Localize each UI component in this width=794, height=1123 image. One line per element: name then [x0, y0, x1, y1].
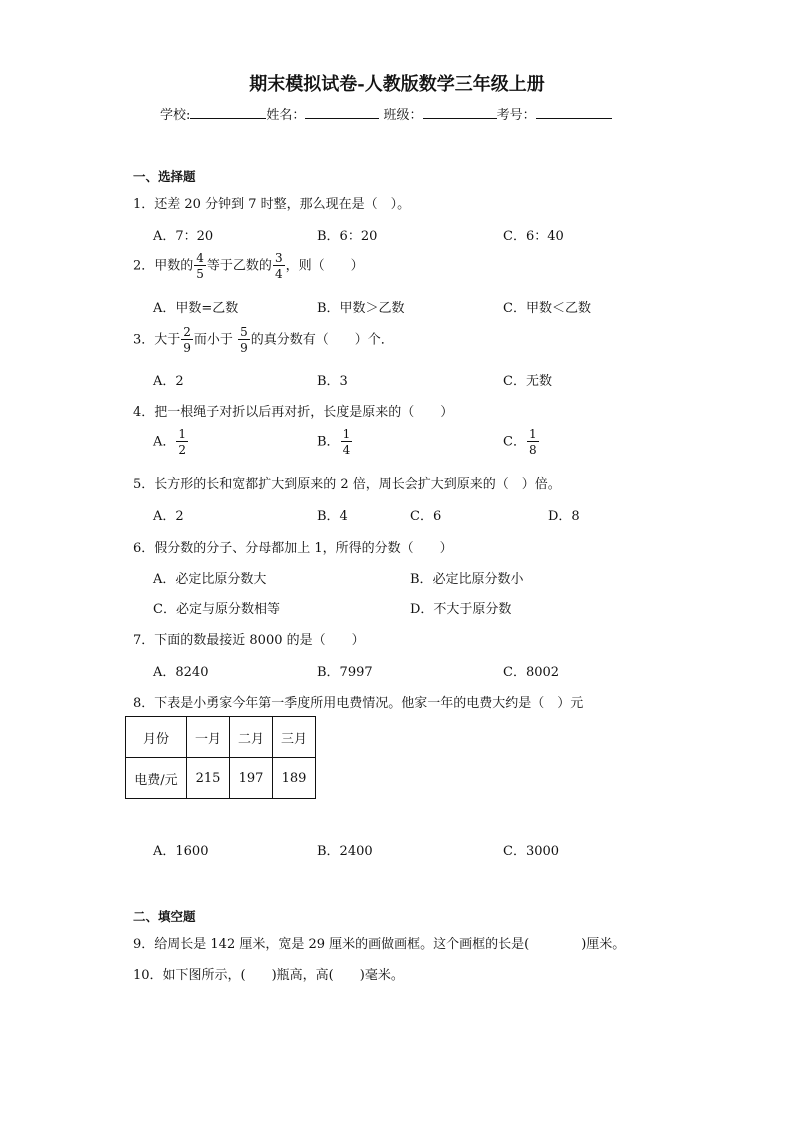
q7-option-a: A．8240 [153, 665, 209, 680]
q4-option-b [317, 428, 353, 456]
class-blank [423, 106, 497, 119]
table-row [126, 758, 316, 799]
question-9: 9．给周长是 142 厘米，宽是 29 厘米的画做画框。这个画框的长是( )厘米。 [133, 937, 626, 952]
q8-option-a: A．1600 [153, 844, 209, 859]
q4-option-a-label: A． [153, 434, 176, 450]
question-6: 6．假分数的分子、分母都加上 1，所得的分数（ ） [133, 541, 453, 556]
q3-option-c: C．无数 [503, 374, 552, 389]
question-7: 7．下面的数最接近 8000 的是（ ） [133, 633, 365, 648]
q2-option-a: A．甲数=乙数 [153, 301, 239, 316]
q5-option-a: A．2 [153, 509, 184, 524]
section-heading-choice: 一、选择题 [133, 169, 196, 184]
q6-option-b: B．必定比原分数小 [410, 572, 524, 587]
q2-text-mid: 等于乙数的 [206, 258, 272, 274]
table-header-cell: 月份 [126, 717, 187, 758]
question-1: 1．还差 20 分钟到 7 时整，那么现在是（ ）。 [133, 197, 411, 212]
q5-option-b: B．4 [317, 509, 348, 524]
q2-f2-numerator: 3 [274, 251, 283, 265]
q2-option-b: B．甲数＞乙数 [317, 301, 405, 316]
student-info-line [160, 104, 612, 123]
q2-text-post: ，则（ ） [285, 258, 364, 274]
question-5: 5．长方形的长和宽都扩大到原来的 2 倍，周长会扩大到原来的（ ）倍。 [133, 477, 561, 492]
question-2 [133, 252, 364, 280]
q2-fraction-1 [194, 252, 206, 280]
q3-f1-numerator: 2 [183, 325, 191, 339]
q7-option-b: B．7997 [317, 665, 373, 680]
q4-option-b-fraction [341, 428, 353, 456]
q4-b-numerator: 1 [342, 427, 351, 441]
q3-option-b: B．3 [317, 374, 348, 389]
question-10: 10．如下图所示，( )瓶高，高( )毫米。 [133, 968, 404, 983]
school-blank [190, 106, 266, 119]
question-8: 8．下表是小勇家今年第一季度所用电费情况。他家一年的电费大约是（ ）元 [133, 696, 584, 711]
table-cell: 电费/元 [126, 758, 187, 799]
q4-b-denominator: 4 [342, 443, 351, 457]
q4-a-numerator: 1 [178, 427, 187, 441]
q1-option-c: C．6：40 [503, 229, 564, 244]
q4-option-a-fraction [176, 428, 188, 456]
q3-option-a: A．2 [153, 374, 184, 389]
q4-c-numerator: 1 [528, 427, 537, 441]
q3-fraction-1 [181, 326, 193, 354]
q2-text-pre: 2．甲数的 [133, 258, 194, 274]
table-header-cell: 三月 [273, 717, 316, 758]
q5-option-d: D．8 [548, 509, 580, 524]
table-row [126, 717, 316, 758]
question-3 [133, 326, 394, 354]
q2-f2-denominator: 4 [274, 267, 283, 281]
q4-option-c-fraction [527, 428, 539, 456]
name-blank [305, 106, 379, 119]
q2-f1-numerator: 4 [196, 251, 204, 265]
q5-option-c: C．6 [410, 509, 442, 524]
exam-no-label: 考号： [496, 108, 536, 123]
q4-option-c-label: C． [503, 434, 526, 450]
q2-option-c: C．甲数＜乙数 [503, 301, 591, 316]
q3-text-mid: 而小于 [193, 332, 238, 348]
school-label: 学校: [160, 108, 191, 123]
question-4: 4．把一根绳子对折以后再对折，长度是原来的（ ） [133, 405, 454, 420]
q4-option-a [153, 428, 189, 456]
q6-option-a: A．必定比原分数大 [153, 572, 267, 587]
q8-option-c: C．3000 [503, 844, 560, 859]
exam-no-blank [536, 106, 612, 119]
q3-f2-denominator: 9 [240, 341, 248, 355]
q1-option-a: A．7：20 [153, 229, 214, 244]
q4-a-denominator: 2 [178, 443, 187, 457]
table-header-cell: 二月 [230, 717, 273, 758]
q6-option-d: D．不大于原分数 [410, 602, 512, 617]
class-label: 班级： [383, 108, 423, 123]
table-cell: 189 [273, 758, 316, 799]
q4-option-b-label: B． [317, 434, 340, 450]
q3-text-pre: 3．大于 [133, 332, 181, 348]
q6-option-c: C．必定与原分数相等 [153, 602, 280, 617]
name-label: 姓名： [266, 108, 306, 123]
q1-option-b: B．6：20 [317, 229, 378, 244]
q4-option-c [503, 428, 540, 456]
q4-c-denominator: 8 [528, 443, 537, 457]
q7-option-c: C．8002 [503, 665, 560, 680]
q2-fraction-2 [273, 252, 285, 280]
q3-fraction-2 [238, 326, 250, 354]
q8-option-b: B．2400 [317, 844, 373, 859]
q3-f2-numerator: 5 [240, 325, 248, 339]
q2-f1-denominator: 5 [196, 267, 204, 281]
q3-text-post: 的真分数有（ ）个． [250, 332, 394, 348]
electricity-fee-table [125, 716, 316, 799]
q3-f1-denominator: 9 [183, 341, 191, 355]
table-cell: 197 [230, 758, 273, 799]
table-header-cell: 一月 [187, 717, 230, 758]
section-heading-fill: 二、填空题 [133, 909, 196, 924]
page-title: 期末模拟试卷-人教版数学三年级上册 [249, 74, 545, 95]
table-cell: 215 [187, 758, 230, 799]
